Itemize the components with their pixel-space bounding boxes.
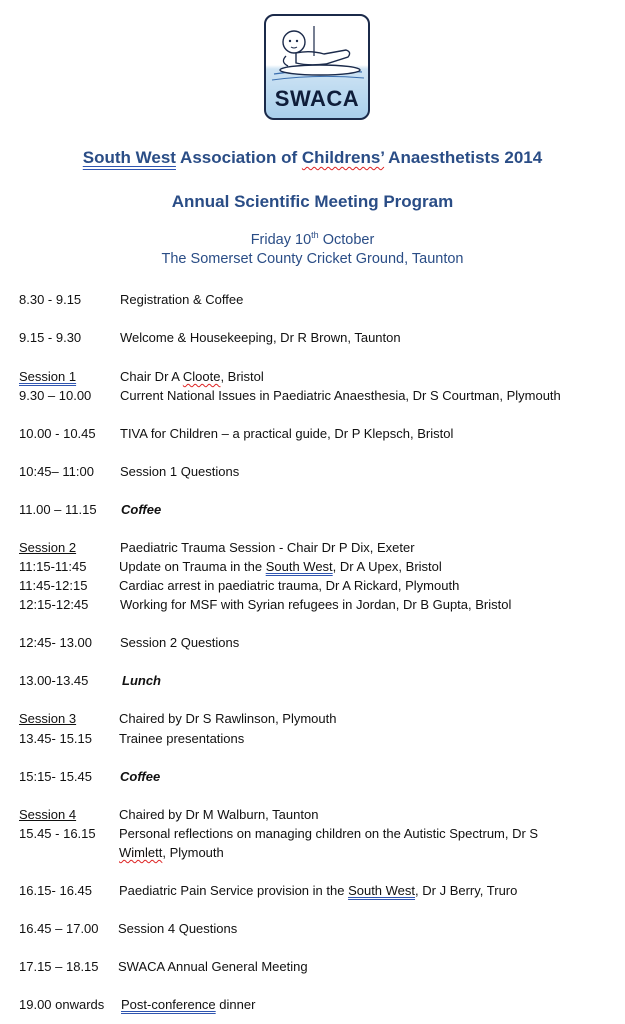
row-time: 13.00-13.45 xyxy=(19,673,89,688)
row-desc: Chair Dr A Cloote, Bristol xyxy=(120,369,264,384)
logo-text: SWACA xyxy=(274,86,360,111)
row-desc: Session 4 Questions xyxy=(118,921,238,936)
row-desc: Chaired by Dr M Walburn, Taunton xyxy=(119,807,319,822)
session-label: Session 2 xyxy=(19,540,77,555)
row-desc: Welcome & Housekeeping, Dr R Brown, Taunton xyxy=(120,330,401,345)
row-time: 13.45- 15.15 xyxy=(19,731,93,746)
meeting-venue: The Somerset County Cricket Ground, Taunton xyxy=(161,251,464,267)
row-time: 12:45- 13.00 xyxy=(19,635,93,650)
row-time: 15.45 - 16.15 xyxy=(19,826,96,841)
row-desc: Current National Issues in Paediatric Anaesthesia, Dr S Courtman, Plymouth xyxy=(120,388,561,403)
title-end: Anaesthetists 2014 xyxy=(384,148,543,167)
title-region: South West xyxy=(82,148,176,167)
row-desc: Personal reflections on managing children on the Autistic Spectrum, Dr S xyxy=(119,826,539,841)
row-desc: Paediatric Trauma Session - Chair Dr P Dix, Exeter xyxy=(120,540,415,555)
row-desc: Chaired by Dr S Rawlinson, Plymouth xyxy=(119,711,337,726)
row-desc: Cardiac arrest in paediatric trauma, Dr A Rickard, Plymouth xyxy=(119,578,460,593)
row-desc: Session 1 Questions xyxy=(120,464,240,479)
row-desc: Lunch xyxy=(122,673,161,688)
meeting-date: Friday 10th October xyxy=(250,230,375,248)
row-desc: Coffee xyxy=(120,769,161,784)
row-time: 10.00 - 10.45 xyxy=(19,426,96,441)
row-time: 19.00 onwards xyxy=(19,997,105,1012)
row-desc: Working for MSF with Syrian refugees in Jordan, Dr B Gupta, Bristol xyxy=(120,597,512,612)
row-time: 16.45 – 17.00 xyxy=(19,921,99,936)
session-label: Session 1 xyxy=(19,369,77,384)
row-desc: Trainee presentations xyxy=(119,731,245,746)
row-time: 11.00 – 11.15 xyxy=(19,502,97,517)
row-desc: Coffee xyxy=(121,502,162,517)
row-desc: Post-conference dinner xyxy=(121,997,256,1012)
session-label: Session 3 xyxy=(19,711,77,726)
title-middle: Association of xyxy=(175,148,302,167)
row-desc: Paediatric Pain Service provision in the South West, Dr J Berry, Truro xyxy=(119,883,518,898)
row-desc: Registration & Coffee xyxy=(120,292,244,307)
row-time: 10:45– 11:00 xyxy=(19,464,94,479)
row-desc-line2: Wimlett, Plymouth xyxy=(119,845,224,860)
row-desc: Update on Trauma in the South West, Dr A Upex, Bristol xyxy=(119,559,442,574)
row-time: 9.30 – 10.00 xyxy=(19,388,92,403)
row-time: 9.15 - 9.30 xyxy=(19,330,82,345)
row-desc: Session 2 Questions xyxy=(120,635,240,650)
row-time: 8.30 - 9.15 xyxy=(19,292,82,307)
page-title xyxy=(0,148,625,168)
row-desc: SWACA Annual General Meeting xyxy=(118,959,308,974)
page-subtitle: Annual Scientific Meeting Program xyxy=(171,192,454,211)
row-time: 11:45-12:15 xyxy=(19,578,88,593)
row-time: 11:15-11:45 xyxy=(19,559,87,574)
title-childrens: Childrens’ xyxy=(301,148,385,167)
swaca-logo xyxy=(264,14,370,120)
row-time: 16.15- 16.45 xyxy=(19,883,93,898)
row-desc: TIVA for Children – a practical guide, Dr P Klepsch, Bristol xyxy=(120,426,454,441)
row-time: 12:15-12:45 xyxy=(19,597,89,612)
row-time: 17.15 – 18.15 xyxy=(19,959,99,974)
row-time: 15:15- 15.45 xyxy=(19,769,93,784)
session-label: Session 4 xyxy=(19,807,77,822)
